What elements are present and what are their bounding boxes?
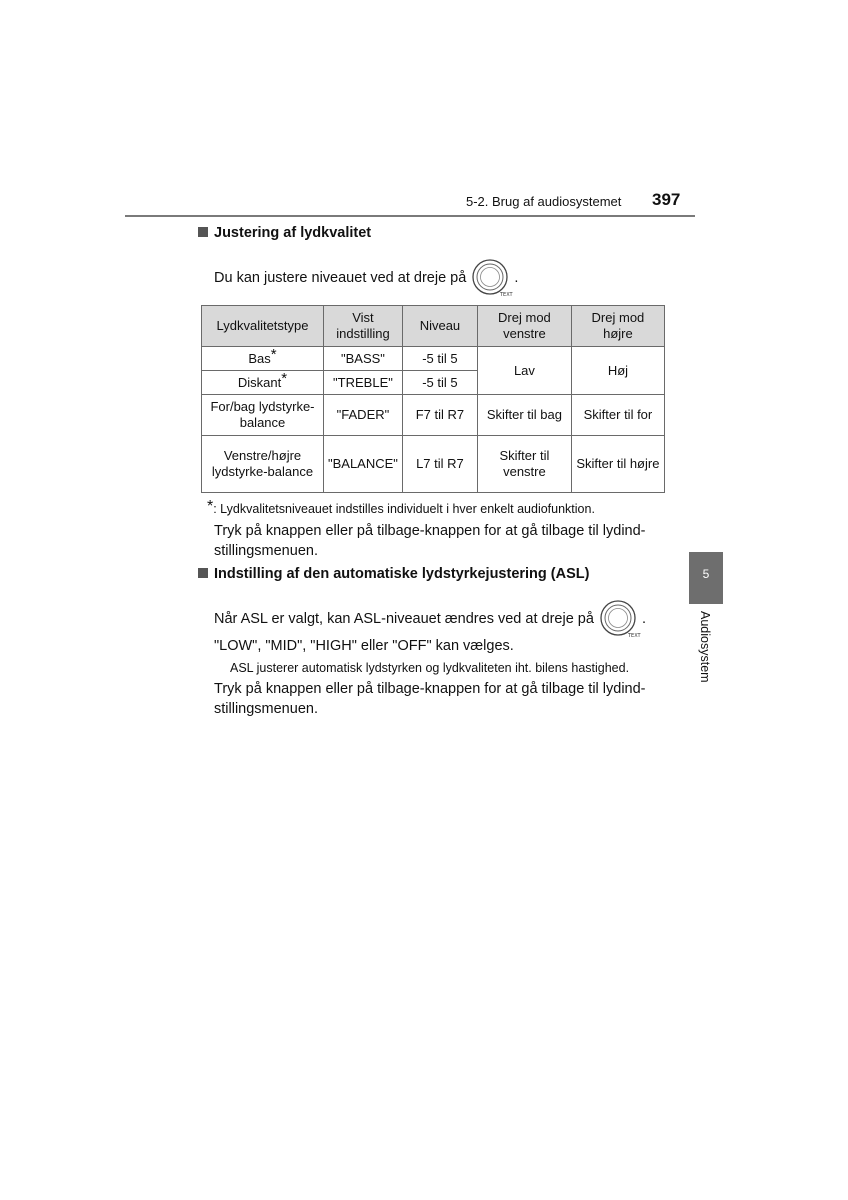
intro-end: . (514, 269, 519, 286)
intro-text: Du kan justere niveauet ved at dreje på (214, 269, 467, 286)
square-bullet-icon (198, 568, 208, 578)
cell-level: L7 til R7 (402, 436, 477, 493)
chapter-label: Audiosystem (698, 611, 712, 683)
cell-type: Bas* (202, 347, 324, 371)
asl-note: ASL justerer automatisk lydstyrken og lydkvaliteten iht. bilens hastighed. (230, 661, 630, 675)
cell-display: "FADER" (324, 395, 403, 436)
section2-outro (214, 680, 646, 719)
cell-level: -5 til 5 (402, 371, 477, 395)
cell-left: Skifter til venstre (477, 436, 571, 493)
cell-type: Diskant* (202, 371, 324, 395)
cell-display: "BASS" (324, 347, 403, 371)
tune-knob-icon (598, 599, 641, 639)
cell-right: Skifter til for (571, 395, 664, 436)
cell-display: "BALANCE" (324, 436, 403, 493)
header-divider (125, 215, 695, 217)
cell-left: Lav (477, 347, 571, 395)
section-heading-asl (198, 566, 589, 582)
page-number: 397 (652, 190, 681, 209)
asterisk-marker: * (281, 369, 288, 387)
col-header-display: Vist indstilling (324, 306, 403, 347)
sound-quality-table (201, 305, 665, 493)
col-header-type: Lydkvalitetstype (202, 306, 324, 347)
cell-type: For/bag lydstyrke-balance (202, 395, 324, 436)
table-row (202, 436, 665, 493)
asl-end: . (641, 610, 647, 627)
cell-display: "TREBLE" (324, 371, 403, 395)
cell-level: F7 til R7 (402, 395, 477, 436)
square-bullet-icon (198, 227, 208, 237)
section-heading-sound-quality (198, 225, 371, 241)
table-footnote (207, 498, 595, 516)
asl-text: Når ASL er valgt, kan ASL-niveauet ændres ved at dreje på (214, 610, 594, 627)
knob-label: TEXT (627, 633, 641, 639)
outro-line: Tryk på knappen eller på tilbage-knappen for at gå tilbage til lydind- (214, 681, 646, 697)
heading-text: Justering af lydkvalitet (214, 225, 372, 241)
asterisk-marker: * (270, 345, 277, 363)
cell-right: Høj (571, 347, 664, 395)
section1-outro (214, 522, 646, 561)
table-row (202, 395, 665, 436)
options-text: "LOW", "MID", "HIGH" eller "OFF" kan vælges. (214, 638, 514, 654)
chapter-tab: 5 (689, 552, 723, 604)
heading-text: Indstilling af den automatiske lydstyrkejustering (ASL) (214, 566, 590, 582)
table-row (202, 347, 665, 371)
tune-knob-icon (470, 258, 513, 298)
footnote-asterisk: * (207, 498, 214, 515)
section-header: 5-2. Brug af audiosystemet (466, 194, 622, 209)
intro-paragraph (214, 258, 518, 298)
cell-left: Skifter til bag (477, 395, 571, 436)
col-header-right: Drej mod højre (571, 306, 664, 347)
footnote-text: : Lydkvalitetsniveauet indstilles individuelt i hver enkelt audiofunktion. (213, 502, 595, 516)
knob-label: TEXT (500, 292, 513, 298)
cell-level: -5 til 5 (402, 347, 477, 371)
table-header-row (202, 306, 665, 347)
cell-right: Skifter til højre (571, 436, 664, 493)
asl-paragraph (214, 599, 646, 639)
outro-line: Tryk på knappen eller på tilbage-knappen for at gå tilbage til lydind- (214, 523, 646, 539)
cell-type: Venstre/højre lydstyrke-balance (202, 436, 324, 493)
outro-line: stillingsmenuen. (214, 542, 318, 559)
outro-line: stillingsmenuen. (214, 700, 318, 717)
col-header-level: Niveau (402, 306, 477, 347)
col-header-left: Drej mod venstre (477, 306, 571, 347)
